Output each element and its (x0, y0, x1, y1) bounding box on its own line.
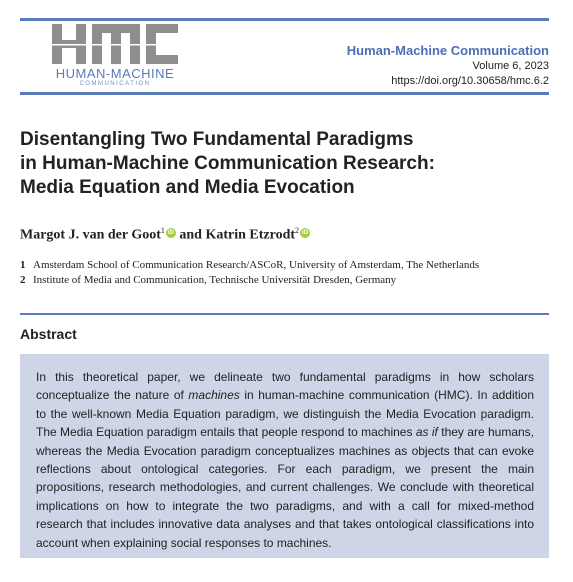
abstract-segment: in human-machine communication (HMC). In addition to the well-known Media Equation paradigm, we distinguish the Media Evocation paradigm. The Media Equation paradigm entails that people respond to machines (36, 388, 534, 440)
journal-info (347, 43, 549, 89)
header-rule (20, 92, 549, 95)
affiliation-number: 1 (20, 259, 26, 271)
abstract-segment: In this theoretical paper, we delineate two fundamental paradigms in how scholars conceptualize the nature of (36, 370, 534, 403)
abstract-text (36, 368, 534, 552)
abstract-segment: they are humans, whereas the Media Evocation paradigm conceptualizes machines as objects that can evoke reflections about ontological categories. For each paradigm, we present the main propositions, research methodologies, and current challenges. We conclude with theoretical implications on how to integrate the two paradigms, and with a call for mixed-method research that includes innovative data analyses and that takes ontological classifications into account when explaining social responses to machines. (36, 425, 535, 550)
author-list (20, 226, 310, 244)
orcid-icon[interactable]: iD (167, 229, 174, 236)
title-line-3: Media Equation and Media Evocation (20, 177, 355, 198)
title-line-2: in Human-Machine Communication Research: (20, 153, 435, 174)
affiliation-row (20, 273, 479, 288)
hmc-logo (52, 24, 178, 88)
author-affiliation-marker: 1 (160, 226, 165, 235)
abstract-heading: Abstract (20, 326, 77, 342)
affiliation-row (20, 258, 479, 273)
journal-name: Human-Machine Communication (346, 43, 549, 58)
hmc-logo-letters (52, 24, 178, 64)
affiliation-text: Institute of Media and Communication, Technische Universität Dresden, Germany (33, 274, 397, 286)
doi-link[interactable]: https://doi.org/10.30658/hmc.6.2 (391, 75, 549, 87)
affiliation-text: Amsterdam School of Communication Research/ASCoR, University of Amsterdam, The Netherlands (33, 259, 480, 271)
affiliations (20, 258, 479, 288)
author-name: Margot J. van der Goot (20, 227, 161, 243)
orcid-icon[interactable]: iD (302, 229, 309, 236)
abstract-emphasis: as if (415, 425, 438, 440)
affiliation-number: 2 (20, 274, 26, 286)
abstract-emphasis: machines (188, 388, 240, 403)
logo-subtitle: COMMUNICATION (79, 81, 151, 87)
title-line-1: Disentangling Two Fundamental Paradigms (20, 129, 414, 150)
author-affiliation-marker: 2 (295, 226, 300, 235)
logo-wordmark: HUMAN-MACHINE (55, 66, 175, 81)
abstract-rule (20, 313, 549, 315)
journal-volume: Volume 6, 2023 (472, 60, 549, 72)
paper-title (20, 128, 540, 200)
top-rule (20, 18, 549, 21)
abstract-box (20, 354, 549, 558)
author-name: Katrin Etzrodt (205, 227, 296, 243)
author-conjunction: and (179, 227, 202, 243)
